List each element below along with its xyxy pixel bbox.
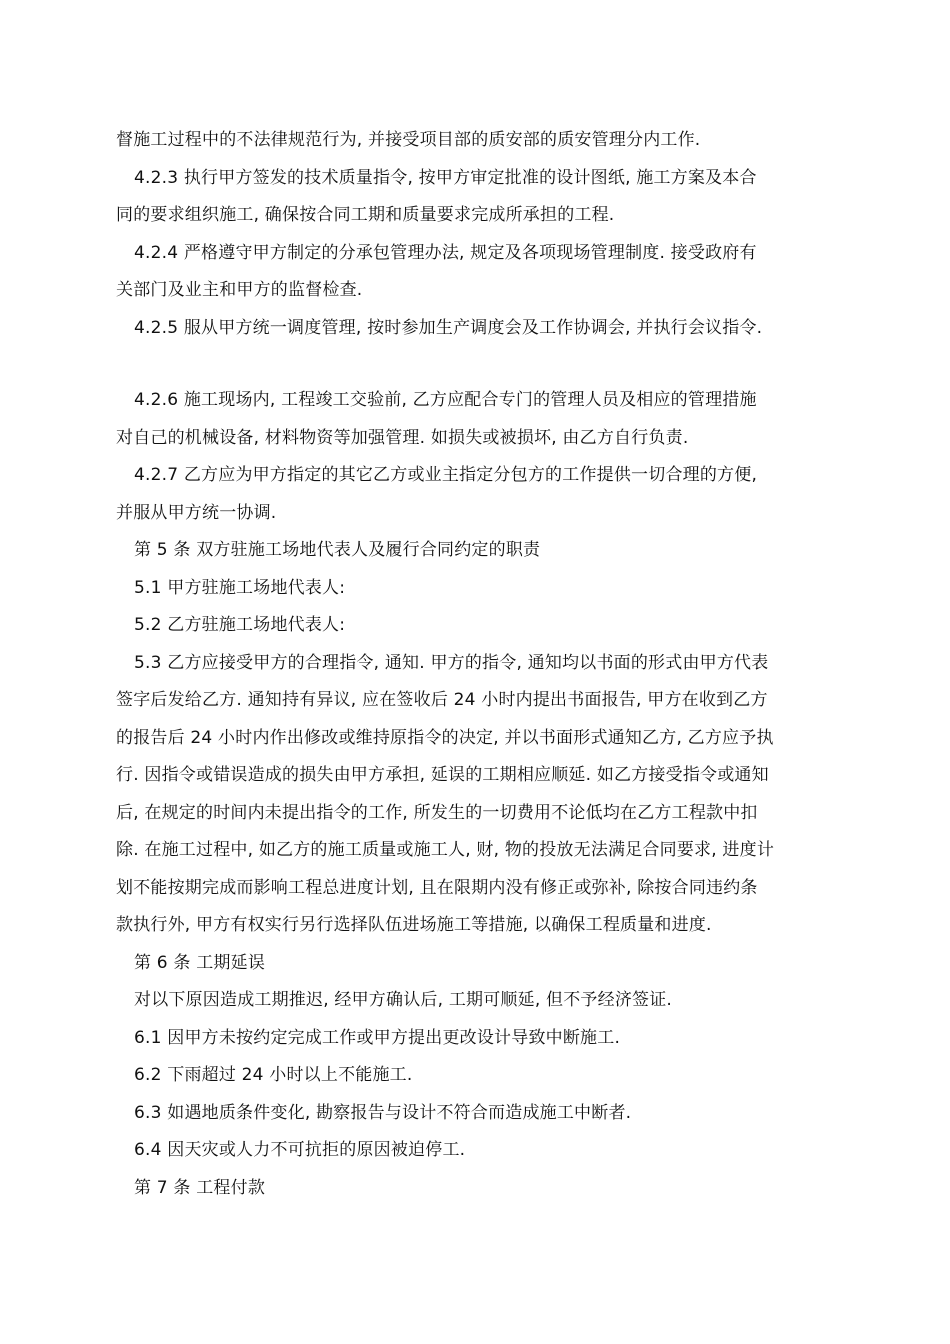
clause-4-2-7-line: 4.2.7 乙方应为甲方指定的其它乙方或业主指定分包方的工作提供一切合理的方便, — [134, 465, 758, 485]
clause-4-2-6-line: 4.2.6 施工现场内, 工程竣工交验前, 乙方应配合专门的管理人员及相应的管理措施 — [134, 390, 757, 410]
paragraph-line: 行. 因指令或错误造成的损失由甲方承担, 延误的工期相应顺延. 如乙方接受指令或通知 — [116, 765, 769, 785]
document-body — [116, 122, 838, 1207]
paragraph-line: 同的要求组织施工, 确保按合同工期和质量要求完成所承担的工程. — [116, 205, 615, 225]
article-6-heading: 第 6 条 工期延误 — [134, 952, 266, 973]
paragraph-line: 划不能按期完成而影响工程总进度计划, 且在限期内没有修正或弥补, 除按合同违约条 — [116, 877, 758, 898]
article-6-intro: 对以下原因造成工期推迟, 经甲方确认后, 工期可顺延, 但不予经济签证. — [134, 990, 673, 1010]
clause-6-4-line: 6.4 因天灾或人力不可抗拒的原因被迫停工. — [134, 1140, 466, 1160]
clause-6-1-line: 6.1 因甲方未按约定完成工作或甲方提出更改设计导致中断施工. — [134, 1027, 621, 1048]
clause-4-2-3-line: 4.2.3 执行甲方签发的技术质量指令, 按甲方审定批准的设计图纸, 施工方案及本合 — [134, 167, 757, 188]
clause-4-2-5-line: 4.2.5 服从甲方统一调度管理, 按时参加生产调度会及工作协调会, 并执行会议指令. — [134, 317, 763, 338]
paragraph-line: 签字后发给乙方. 通知持有异议, 应在签收后 24 小时内提出书面报告, 甲方在收到乙方 — [116, 690, 768, 710]
paragraph-line: 除. 在施工过程中, 如乙方的施工质量或施工人, 财, 物的投放无法满足合同要求, 进度计 — [116, 840, 775, 860]
clause-5-3-line: 5.3 乙方应接受甲方的合理指令, 通知. 甲方的指令, 通知均以书面的形式由甲方代表 — [134, 652, 769, 673]
article-7-heading: 第 7 条 工程付款 — [134, 1177, 266, 1198]
paragraph-line: 的报告后 24 小时内作出修改或维持原指令的决定, 并以书面形式通知乙方, 乙方应予执 — [116, 727, 774, 748]
paragraph-line: 并服从甲方统一协调. — [116, 502, 277, 523]
paragraph-line: 关部门及业主和甲方的监督检查. — [116, 280, 363, 300]
clause-6-3-line: 6.3 如遇地质条件变化, 勘察报告与设计不符合而造成施工中断者. — [134, 1102, 632, 1123]
paragraph-line: 督施工过程中的不法律规范行为, 并接受项目部的质安部的质安管理分内工作. — [116, 130, 701, 150]
clause-5-2-line: 5.2 乙方驻施工场地代表人: — [134, 615, 346, 635]
blank-line — [116, 347, 838, 382]
paragraph-line: 后, 在规定的时间内未提出指令的工作, 所发生的一切费用不论低均在乙方工程款中扣 — [116, 802, 758, 823]
clause-6-2-line: 6.2 下雨超过 24 小时以上不能施工. — [134, 1065, 413, 1085]
article-5-heading: 第 5 条 双方驻施工场地代表人及履行合同约定的职责 — [134, 540, 541, 560]
paragraph-line: 款执行外, 甲方有权实行另行选择队伍进场施工等措施, 以确保工程质量和进度. — [116, 915, 712, 935]
paragraph-line: 对自己的机械设备, 材料物资等加强管理. 如损失或被损坏, 由乙方自行负责. — [116, 427, 689, 448]
clause-4-2-4-line: 4.2.4 严格遵守甲方制定的分承包管理办法, 规定及各项现场管理制度. 接受政府有 — [134, 242, 757, 263]
clause-5-1-line: 5.1 甲方驻施工场地代表人: — [134, 577, 346, 598]
